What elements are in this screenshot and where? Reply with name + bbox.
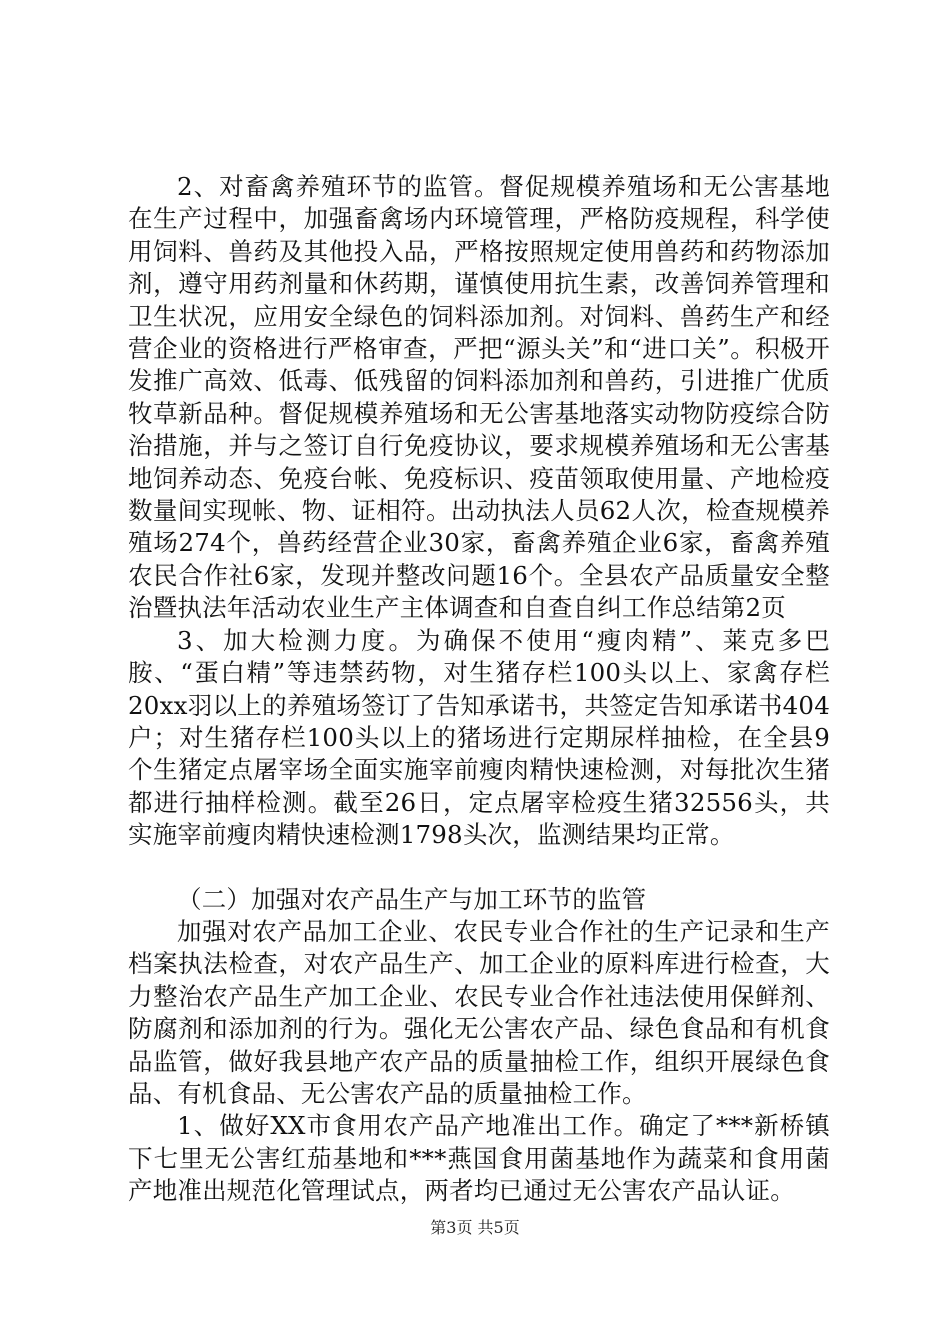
document-body [128, 171, 830, 1208]
paragraph-processing-inspection: 加强对农产品加工企业、农民专业合作社的生产记录和生产档案执法检查，对农产品生产、加工企业的原料库进行检查，大力整治农产品生产加工企业、农民专业合作社违法使用保鲜剂、防腐剂和添加剂的行为。强化无公害农产品、绿色食品和有机食品监管，做好我县地产农产品的质量抽检工作，组织开展绿色食品、有机食品、无公害农产品的质量抽检工作。 [128, 916, 830, 1108]
paragraph-testing-strength: 3、加大检测力度。为确保不使用“瘦肉精”、莱克多巴胺、“蛋白精”等违禁药物，对生猪存栏100头以上、家禽存栏20xx羽以上的养殖场签订了告知承诺书，共签定告知承诺书404户；对生猪存栏100头以上的猪场进行定期尿样抽检，在全县9个生猪定点屠宰场全面实施宰前瘦肉精快速检测，对每批次生猪都进行抽样检测。截至26日，定点屠宰检疫生猪32556头，共实施宰前瘦肉精快速检测1798头次，监测结果均正常。 [128, 625, 830, 850]
page-number-footer: 第3页 共5页 [430, 1218, 520, 1237]
paragraph-origin-access: 1、做好XX市食用农产品产地准出工作。确定了***新桥镇下七里无公害红茄基地和***燕国食用菌基地作为蔬菜和食用菌产地准出规范化管理试点，两者均已通过无公害农产品认证。 [128, 1111, 830, 1206]
paragraph-livestock-supervision: 2、对畜禽养殖环节的监管。督促规模养殖场和无公害基地在生产过程中，加强畜禽场内环境管理，严格防疫规程，科学使用饲料、兽药及其他投入品，严格按照规定使用兽药和药物添加剂，遵守用药剂量和休药期，谨慎使用抗生素，改善饲养管理和卫生状况，应用安全绿色的饲料添加剂。对饲料、兽药生产和经营企业的资格进行严格审查，严把“源头关”和“进口关”。积极开发推广高效、低毒、低残留的饲料添加剂和兽药，引进推广优质牧草新品种。督促规模养殖场和无公害基地落实动物防疫综合防治措施，并与之签订自行免疫协议，要求规模养殖场和无公害基地饲养动态、免疫台帐、免疫标识、疫苗领取使用量、产地检疫数量间实现帐、物、证相符。出动执法人员62人次，检查规模养殖场274个，兽药经营企业30家，畜禽养殖企业6家，畜禽养殖农民合作社6家，发现并整改问题16个。全县农产品质量安全整治暨执法年活动农业生产主体调查和自查自纠工作总结第2页 [128, 172, 830, 623]
section-heading-production-processing: （二）加强对农产品生产与加工环节的监管 [177, 884, 647, 914]
